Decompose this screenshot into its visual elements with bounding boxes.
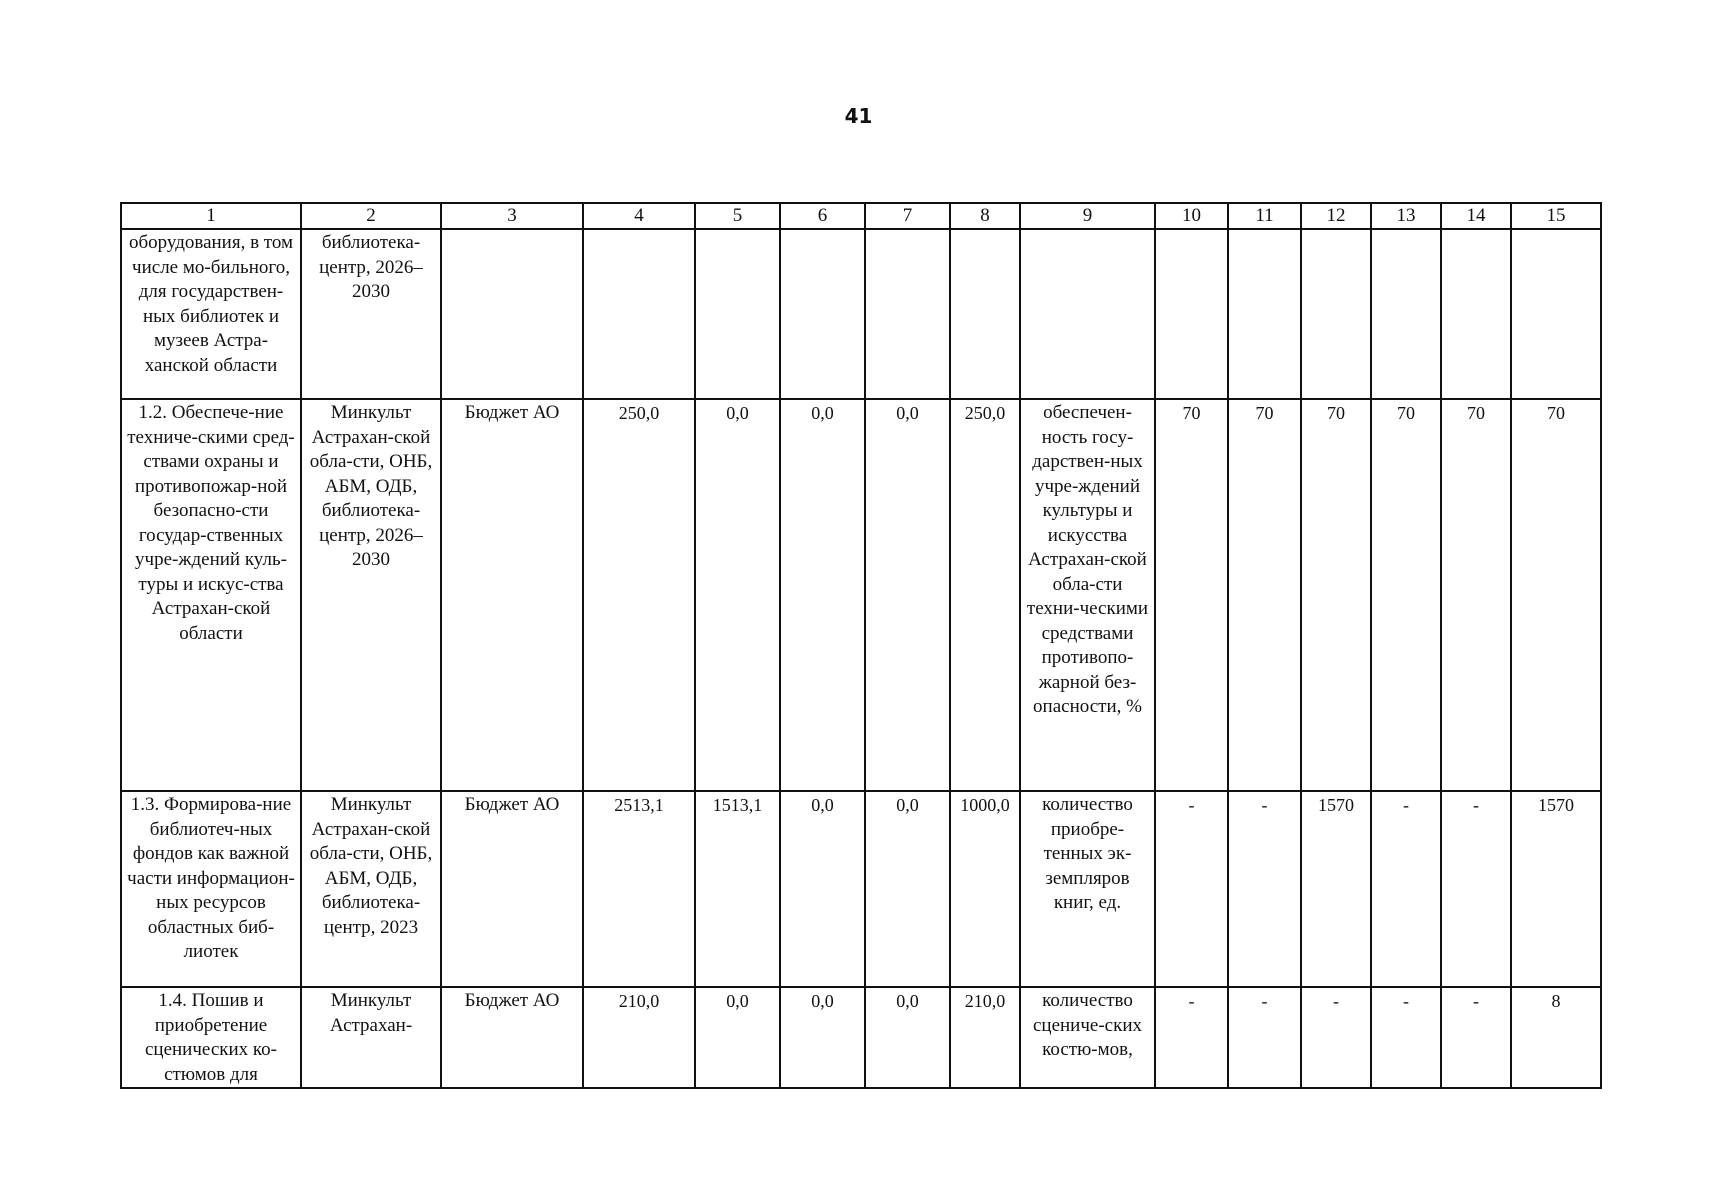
column-header: 4 [583, 203, 695, 229]
indicator-cell: количество приобре-тенных эк-земпляров книг, ед. [1020, 791, 1155, 987]
table-cell: 70 [1155, 399, 1228, 791]
table-cell: 0,0 [780, 791, 865, 987]
table-cell: 0,0 [780, 987, 865, 1088]
measure-name-cell: 1.2. Обеспече-ние техниче-скими сред-ствами охраны и противопожар-ной безопасно-сти государ-ственных учре-ждений куль-туры и искус-ства Астрахан-ской области [121, 399, 301, 791]
table-cell: 210,0 [583, 987, 695, 1088]
column-header: 6 [780, 203, 865, 229]
column-header: 2 [301, 203, 441, 229]
table-cell: - [1155, 791, 1228, 987]
indicator-cell: обеспечен-ность госу-дарствен-ных учре-ждений культуры и искусства Астрахан-ской обла-сти техни-ческими средствами противопо-жарной без-опасности, % [1020, 399, 1155, 791]
measure-name-cell: 1.4. Пошив и приобретение сценических ко-стюмов для [121, 987, 301, 1088]
funding-source-cell [441, 229, 583, 399]
table-cell: 250,0 [950, 399, 1020, 791]
column-header: 5 [695, 203, 780, 229]
table-cell: 250,0 [583, 399, 695, 791]
column-header: 11 [1228, 203, 1301, 229]
column-header: 9 [1020, 203, 1155, 229]
table-cell: - [1441, 987, 1511, 1088]
measure-name-cell: 1.3. Формирова-ние библиотеч-ных фондов как важной части информацион-ных ресурсов областных биб-лиотек [121, 791, 301, 987]
table-cell: 70 [1371, 399, 1441, 791]
table-cell: 70 [1441, 399, 1511, 791]
executor-cell: Минкульт Астрахан-ской обла-сти, ОНБ, АБМ, ОДБ, библиотека-центр, 2026–2030 [301, 399, 441, 791]
table-cell: 8 [1511, 987, 1601, 1088]
table-cell: - [1371, 791, 1441, 987]
table-cell [1371, 229, 1441, 399]
executor-cell: Минкульт Астрахан-ской обла-сти, ОНБ, АБМ, ОДБ, библиотека-центр, 2023 [301, 791, 441, 987]
table-cell: 1513,1 [695, 791, 780, 987]
table-cell [695, 229, 780, 399]
table-cell [1228, 229, 1301, 399]
table-cell: 70 [1228, 399, 1301, 791]
table-cell: 70 [1511, 399, 1601, 791]
table-row [121, 791, 1601, 987]
table-cell: - [1155, 987, 1228, 1088]
table-cell: 1570 [1511, 791, 1601, 987]
column-header: 15 [1511, 203, 1601, 229]
table-row [121, 229, 1601, 399]
funding-source-cell: Бюджет АО [441, 791, 583, 987]
column-header: 3 [441, 203, 583, 229]
table-cell: - [1371, 987, 1441, 1088]
table-cell: 1570 [1301, 791, 1371, 987]
table-row [121, 399, 1601, 791]
table-cell: 70 [1301, 399, 1371, 791]
column-header: 1 [121, 203, 301, 229]
table-cell [1301, 229, 1371, 399]
table-cell: 0,0 [865, 987, 950, 1088]
table-cell: - [1228, 791, 1301, 987]
column-header: 8 [950, 203, 1020, 229]
table-cell [950, 229, 1020, 399]
funding-source-cell: Бюджет АО [441, 399, 583, 791]
table-cell: - [1301, 987, 1371, 1088]
column-header: 12 [1301, 203, 1371, 229]
table-cell: 0,0 [695, 399, 780, 791]
table-cell [865, 229, 950, 399]
table-cell [583, 229, 695, 399]
executor-cell: Минкульт Астрахан- [301, 987, 441, 1088]
table-cell: - [1441, 791, 1511, 987]
table-cell: - [1228, 987, 1301, 1088]
column-header: 7 [865, 203, 950, 229]
program-table [120, 202, 1602, 1089]
table-cell: 0,0 [780, 399, 865, 791]
table-cell [780, 229, 865, 399]
table-cell: 0,0 [865, 791, 950, 987]
column-header: 14 [1441, 203, 1511, 229]
funding-source-cell: Бюджет АО [441, 987, 583, 1088]
table-cell: 0,0 [865, 399, 950, 791]
column-number-row [121, 203, 1601, 229]
indicator-cell: количество сцениче-ских костю-мов, [1020, 987, 1155, 1088]
column-header: 10 [1155, 203, 1228, 229]
indicator-cell [1020, 229, 1155, 399]
page-number: 41 [844, 104, 873, 128]
executor-cell: библиотека-центр, 2026–2030 [301, 229, 441, 399]
table-cell: 210,0 [950, 987, 1020, 1088]
column-header: 13 [1371, 203, 1441, 229]
measure-name-cell: оборудования, в том числе мо-бильного, для государствен-ных библиотек и музеев Астра-ханской области [121, 229, 301, 399]
table-cell [1511, 229, 1601, 399]
table-cell: 2513,1 [583, 791, 695, 987]
table-cell [1441, 229, 1511, 399]
table-cell: 1000,0 [950, 791, 1020, 987]
table-cell [1155, 229, 1228, 399]
table-row [121, 987, 1601, 1088]
table-cell: 0,0 [695, 987, 780, 1088]
